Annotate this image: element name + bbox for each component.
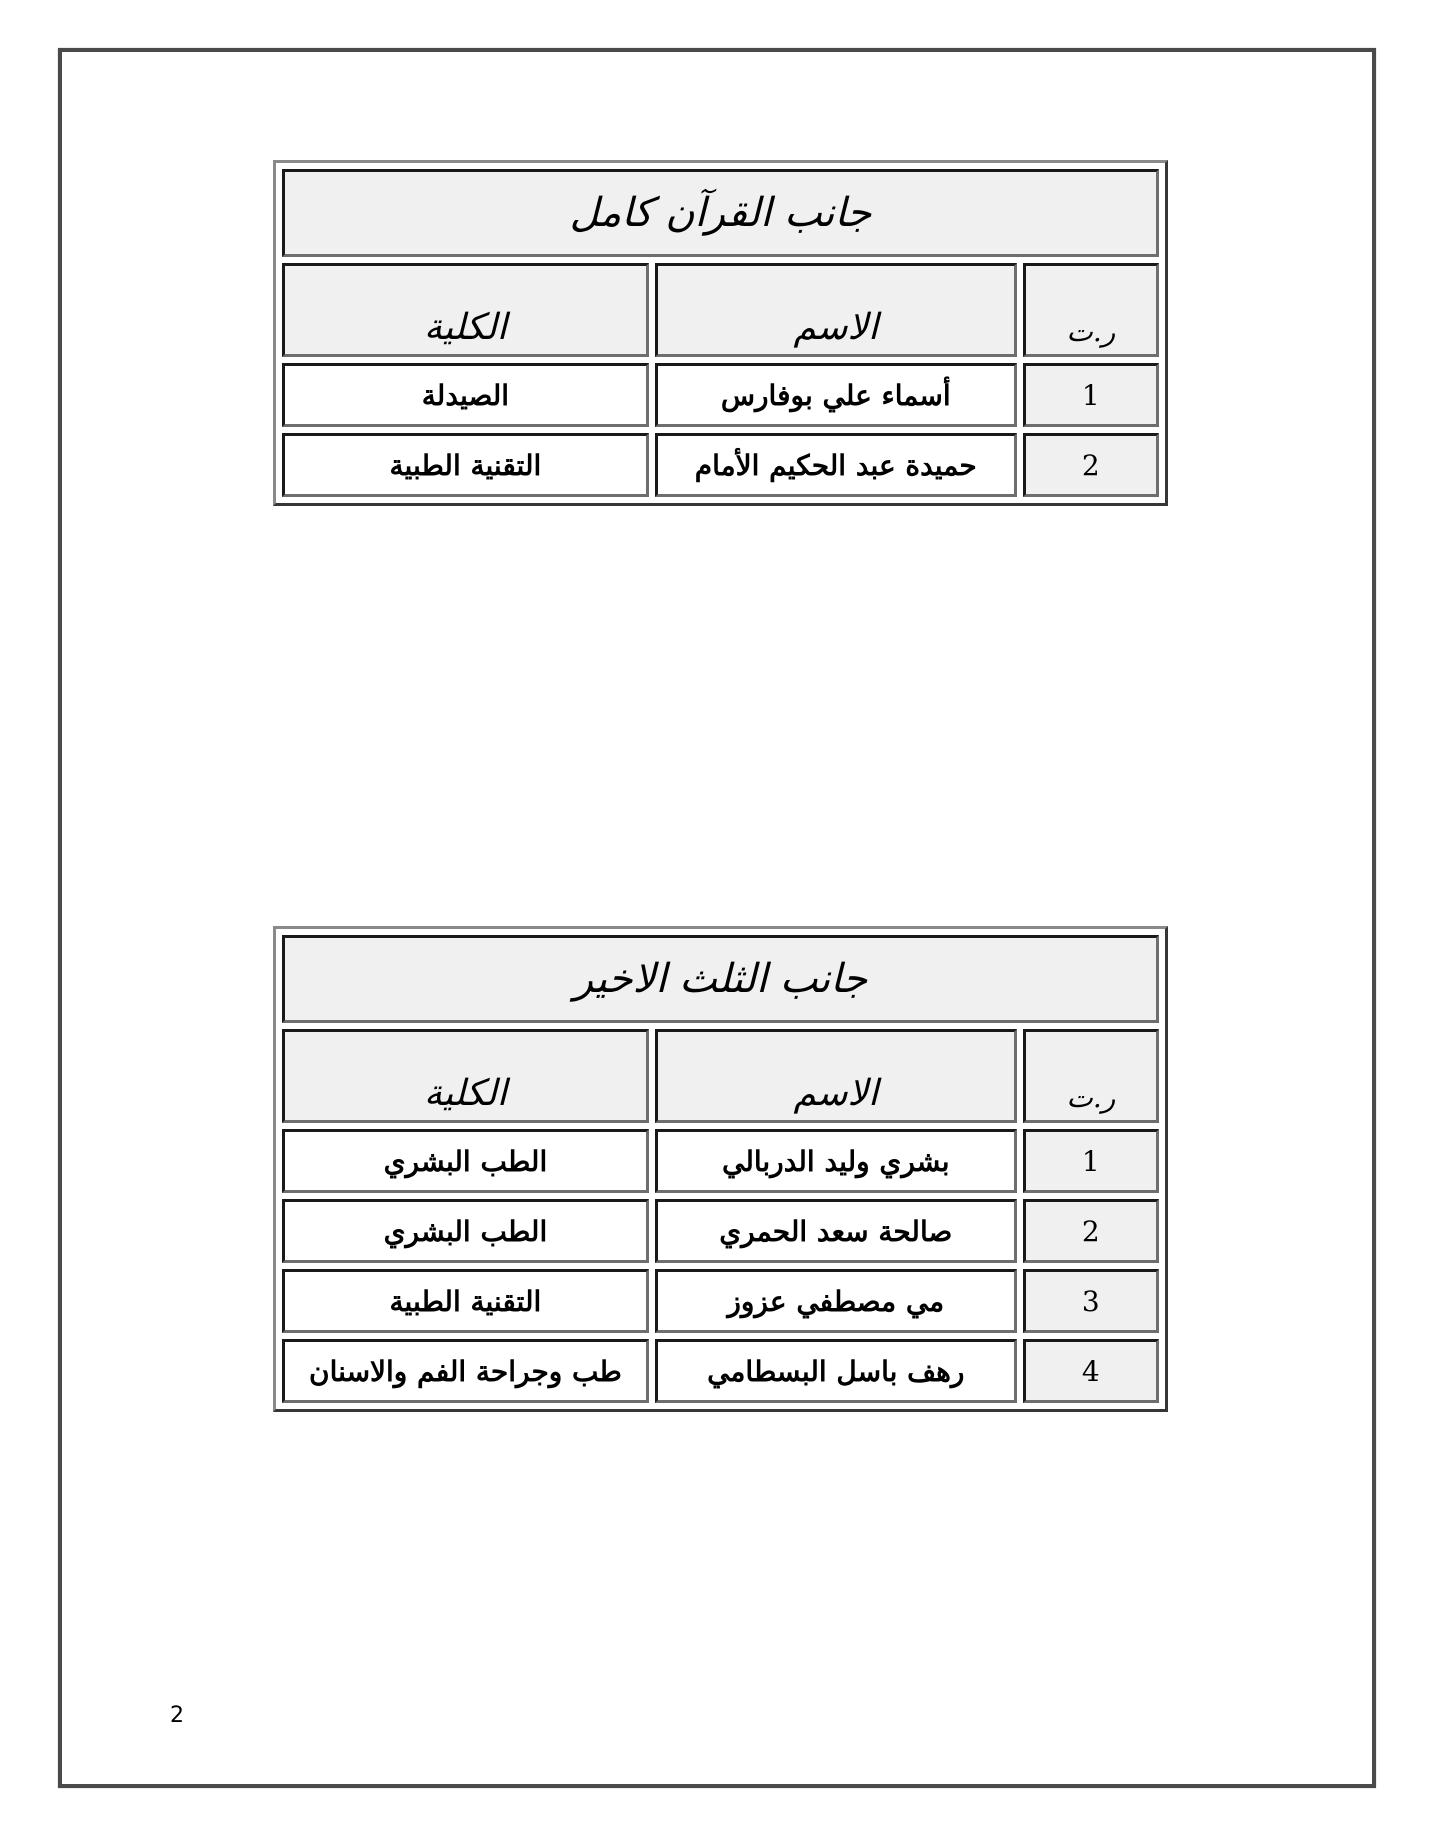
row-name: مي مصطفي عزوز <box>655 1269 1017 1333</box>
row-number: 2 <box>1023 433 1159 497</box>
table-row <box>282 363 1159 427</box>
header-college: الكلية <box>282 1029 649 1123</box>
table-title-row <box>282 935 1159 1023</box>
table-header-row <box>282 263 1159 357</box>
header-name: الاسم <box>655 1029 1017 1123</box>
row-name: رهف باسل البسطامي <box>655 1339 1017 1403</box>
row-number: 2 <box>1023 1199 1159 1263</box>
row-number: 1 <box>1023 363 1159 427</box>
table-header-row <box>282 1029 1159 1123</box>
table-row <box>282 433 1159 497</box>
row-number: 1 <box>1023 1129 1159 1193</box>
table-title: جانب الثلث الاخير <box>282 935 1159 1023</box>
row-college: التقنية الطبية <box>282 433 649 497</box>
table-row <box>282 1199 1159 1263</box>
page-number: 2 <box>170 1703 184 1728</box>
row-college: طب وجراحة الفم والاسنان <box>282 1339 649 1403</box>
header-name: الاسم <box>655 263 1017 357</box>
row-college: الطب البشري <box>282 1199 649 1263</box>
header-college: الكلية <box>282 263 649 357</box>
row-college: التقنية الطبية <box>282 1269 649 1333</box>
row-name: حميدة عبد الحكيم الأمام <box>655 433 1017 497</box>
roster-table-last-third <box>273 926 1168 1412</box>
roster-table-full-quran <box>273 160 1168 506</box>
table-row <box>282 1129 1159 1193</box>
table-title: جانب القرآن كامل <box>282 169 1159 257</box>
row-number: 4 <box>1023 1339 1159 1403</box>
table-row <box>282 1339 1159 1403</box>
row-name: بشري وليد الدربالي <box>655 1129 1017 1193</box>
header-number: ر.ت <box>1023 263 1159 357</box>
row-number: 3 <box>1023 1269 1159 1333</box>
header-number: ر.ت <box>1023 1029 1159 1123</box>
table-row <box>282 1269 1159 1333</box>
row-name: أسماء علي بوفارس <box>655 363 1017 427</box>
table-title-row <box>282 169 1159 257</box>
row-college: الطب البشري <box>282 1129 649 1193</box>
row-name: صالحة سعد الحمري <box>655 1199 1017 1263</box>
row-college: الصيدلة <box>282 363 649 427</box>
